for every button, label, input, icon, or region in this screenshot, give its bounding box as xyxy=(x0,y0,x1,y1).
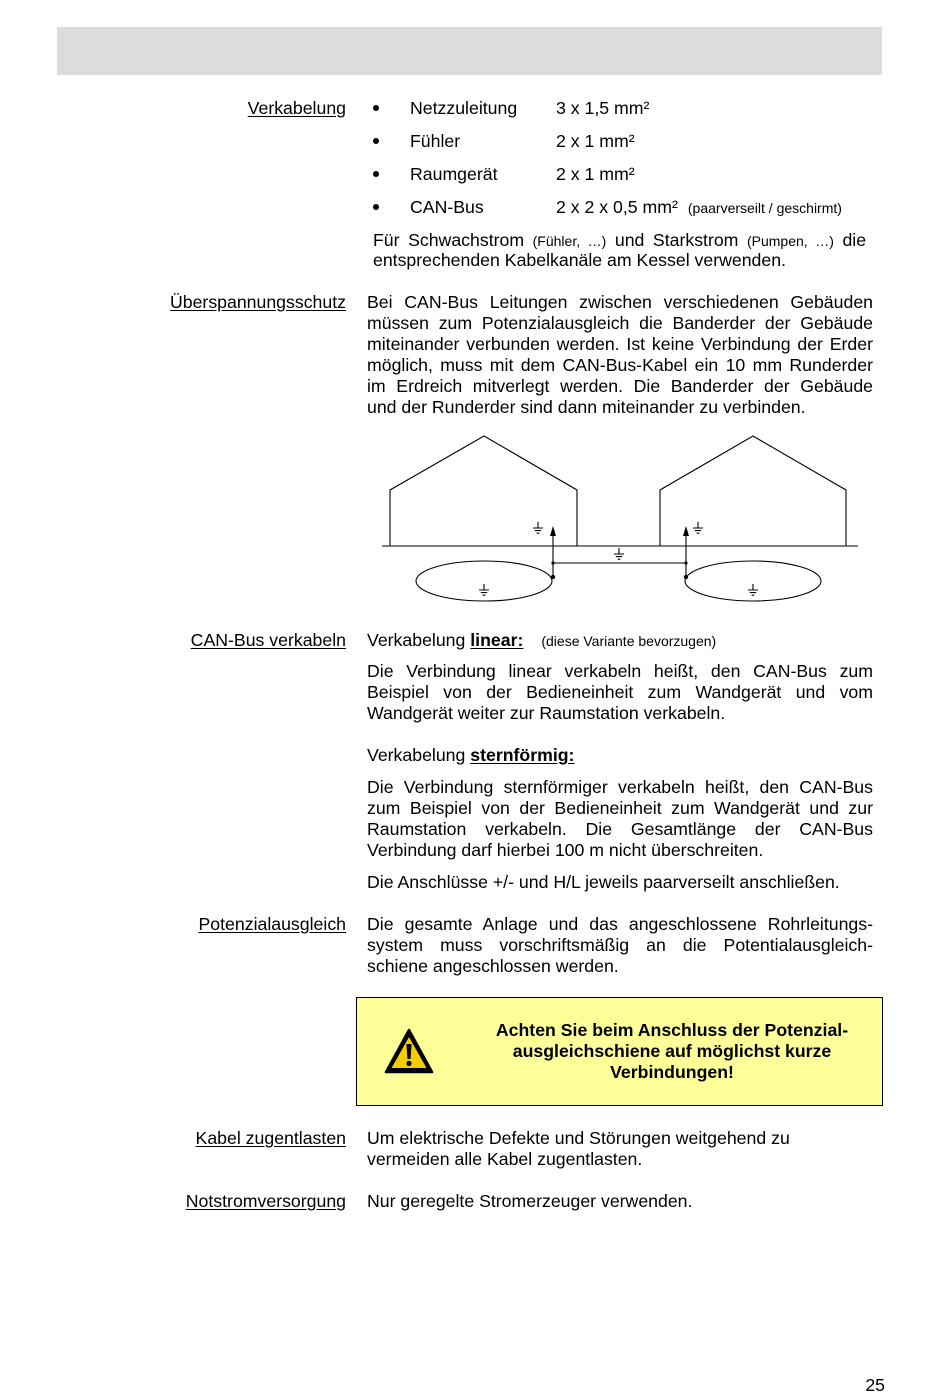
paragraph-pairs: Die Anschlüsse +/- und H/L jeweils paarverseilt anschließen. xyxy=(367,872,840,892)
ground-icon-shape xyxy=(748,584,758,595)
paragraph-line: schiene angeschlossen werden. xyxy=(367,956,619,976)
arrow-up-icon xyxy=(683,526,689,536)
heading-mode: linear: xyxy=(470,630,524,650)
paragraph-line: müssen zum Potenzialausgleich die Banderder der Gebäude xyxy=(367,313,873,333)
hint-note: (Fühler, …) xyxy=(532,233,607,249)
paragraph-line: und der Runderder sind dann miteinander zu verbinden. xyxy=(367,397,806,417)
cable-name: CAN-Bus xyxy=(410,197,484,217)
warning-line: Verbindungen! xyxy=(610,1062,734,1082)
section-label-can-bus: CAN-Bus verkabeln xyxy=(190,630,346,650)
ground-icon-shape xyxy=(693,522,703,533)
paragraph-line: Raumstation verkabeln. Die Gesamtlänge der CAN-Bus xyxy=(367,819,873,839)
ground-icon-shape xyxy=(533,522,543,533)
paragraph-line: im Erdreich mitverlegt werden. Die Banderder der Gebäude xyxy=(367,376,873,396)
cable-duct-hint xyxy=(373,230,866,270)
bullet-icon xyxy=(373,171,379,177)
cable-name: Raumgerät xyxy=(410,164,498,184)
section-label-potenzialausgleich: Potenzialausgleich xyxy=(198,914,346,934)
ground-icon xyxy=(748,584,758,595)
cable-name: Netzzuleitung xyxy=(410,98,518,118)
ground-icon xyxy=(614,548,624,559)
cable-list-item xyxy=(0,197,950,218)
paragraph-line: vermeiden alle Kabel zugentlasten. xyxy=(367,1149,643,1169)
section-label-zugentlastung: Kabel zugentlasten xyxy=(195,1128,346,1148)
ground-icon-shape xyxy=(614,548,624,559)
ground-icon xyxy=(533,522,543,533)
cable-size: 2 x 2 x 0,5 mm² xyxy=(556,197,678,217)
paragraph-line: Wandgerät weiter zur Raumstation verkabeln. xyxy=(367,703,726,723)
paragraph-line: Die gesamte Anlage und das angeschlossene Rohrleitungs- xyxy=(367,914,873,934)
paragraph-line: Um elektrische Defekte und Störungen weitgehend zu xyxy=(367,1128,790,1148)
paragraph-line: Die Verbindung linear verkabeln heißt, den CAN-Bus zum xyxy=(367,661,873,681)
earthing-diagram xyxy=(370,425,870,610)
connection-dot xyxy=(551,561,554,564)
section-label-ueberspannungsschutz: Überspannungsschutz xyxy=(169,292,346,312)
paragraph-zugentlastung xyxy=(367,1128,873,1170)
cable-name: Fühler xyxy=(410,131,461,151)
hint-text: und Starkstrom xyxy=(614,230,739,250)
warning-text xyxy=(461,1020,883,1083)
hint-line: entsprechenden Kabelkanäle am Kessel verwenden. xyxy=(373,250,786,270)
cable-size: 3 x 1,5 mm² xyxy=(556,98,650,118)
paragraph-line: möglich, muss mit dem CAN-Bus-Kabel ein 10 mm Runderder xyxy=(367,355,873,375)
page-header-bar xyxy=(57,27,882,75)
star-heading xyxy=(367,745,873,766)
heading-prefix: Verkabelung xyxy=(367,745,466,765)
paragraph-line: miteinander verbunden werden. Ist keine Verbindung der Erder xyxy=(367,334,873,354)
paragraph-line: Verbindung darf hierbei 100 m nicht überschreiten. xyxy=(367,840,764,860)
ground-icon-shape xyxy=(479,584,489,595)
cable-note: (paarverseilt / geschirmt) xyxy=(687,200,842,216)
hint-text: die xyxy=(842,230,867,250)
warning-line: ausgleichschiene auf möglichst kurze xyxy=(512,1041,832,1061)
building-right xyxy=(660,436,846,546)
paragraph-line: Die Verbindung sternförmiger verkabeln heißt, den CAN-Bus xyxy=(367,777,873,797)
cable-list-item xyxy=(0,98,950,119)
section-label-notstrom: Notstromversorgung xyxy=(185,1191,346,1211)
paragraph-linear xyxy=(367,661,873,724)
paragraph-notstrom: Nur geregelte Stromerzeuger verwenden. xyxy=(367,1191,693,1211)
hint-text: Für Schwachstrom xyxy=(373,230,525,250)
paragraph-potenzialausgleich xyxy=(367,914,873,977)
hint-line xyxy=(373,230,866,250)
connection-dot xyxy=(684,575,688,579)
paragraph-ueberspannungsschutz xyxy=(367,292,873,418)
hint-note: (Pumpen, …) xyxy=(746,233,834,249)
arrow-up-icon xyxy=(550,526,556,536)
bullet-icon xyxy=(373,105,379,111)
cable-size: 2 x 1 mm² xyxy=(556,131,635,151)
building-left xyxy=(390,436,577,546)
cable-list-item xyxy=(0,164,950,185)
paragraph-line: system muss vorschriftsmäßig an die Potentialausgleich- xyxy=(367,935,873,955)
cable-size-group xyxy=(556,197,842,219)
paragraph-star xyxy=(367,777,873,861)
paragraph-line: zum Beispiel von der Bedieneinheit zum Wandgerät und zur xyxy=(367,798,873,818)
bullet-icon xyxy=(373,204,379,210)
warning-line: Achten Sie beim Anschluss der Potenzial- xyxy=(495,1020,849,1040)
paragraph-line: Beispiel von der Bedieneinheit zum Wandgerät und vom xyxy=(367,682,873,702)
paragraph-line: Bei CAN-Bus Leitungen zwischen verschiedenen Gebäuden xyxy=(367,292,873,312)
connection-dot xyxy=(551,575,555,579)
heading-mode: sternförmig: xyxy=(470,745,575,765)
heading-prefix: Verkabelung xyxy=(367,630,466,650)
cable-list-item xyxy=(0,131,950,152)
connection-dot xyxy=(684,561,687,564)
warning-icon-dot xyxy=(406,1061,411,1066)
section-label-verkabelung: Verkabelung xyxy=(247,98,346,118)
warning-icon xyxy=(384,1028,434,1074)
cable-size: 2 x 1 mm² xyxy=(556,164,635,184)
preference-note: (diese Variante bevorzugen) xyxy=(541,633,717,649)
ground-icon xyxy=(479,584,489,595)
page-number: 25 xyxy=(865,1375,885,1395)
linear-heading xyxy=(367,630,873,651)
warning-box xyxy=(356,997,883,1106)
ground-icon xyxy=(693,522,703,533)
bullet-icon xyxy=(373,138,379,144)
